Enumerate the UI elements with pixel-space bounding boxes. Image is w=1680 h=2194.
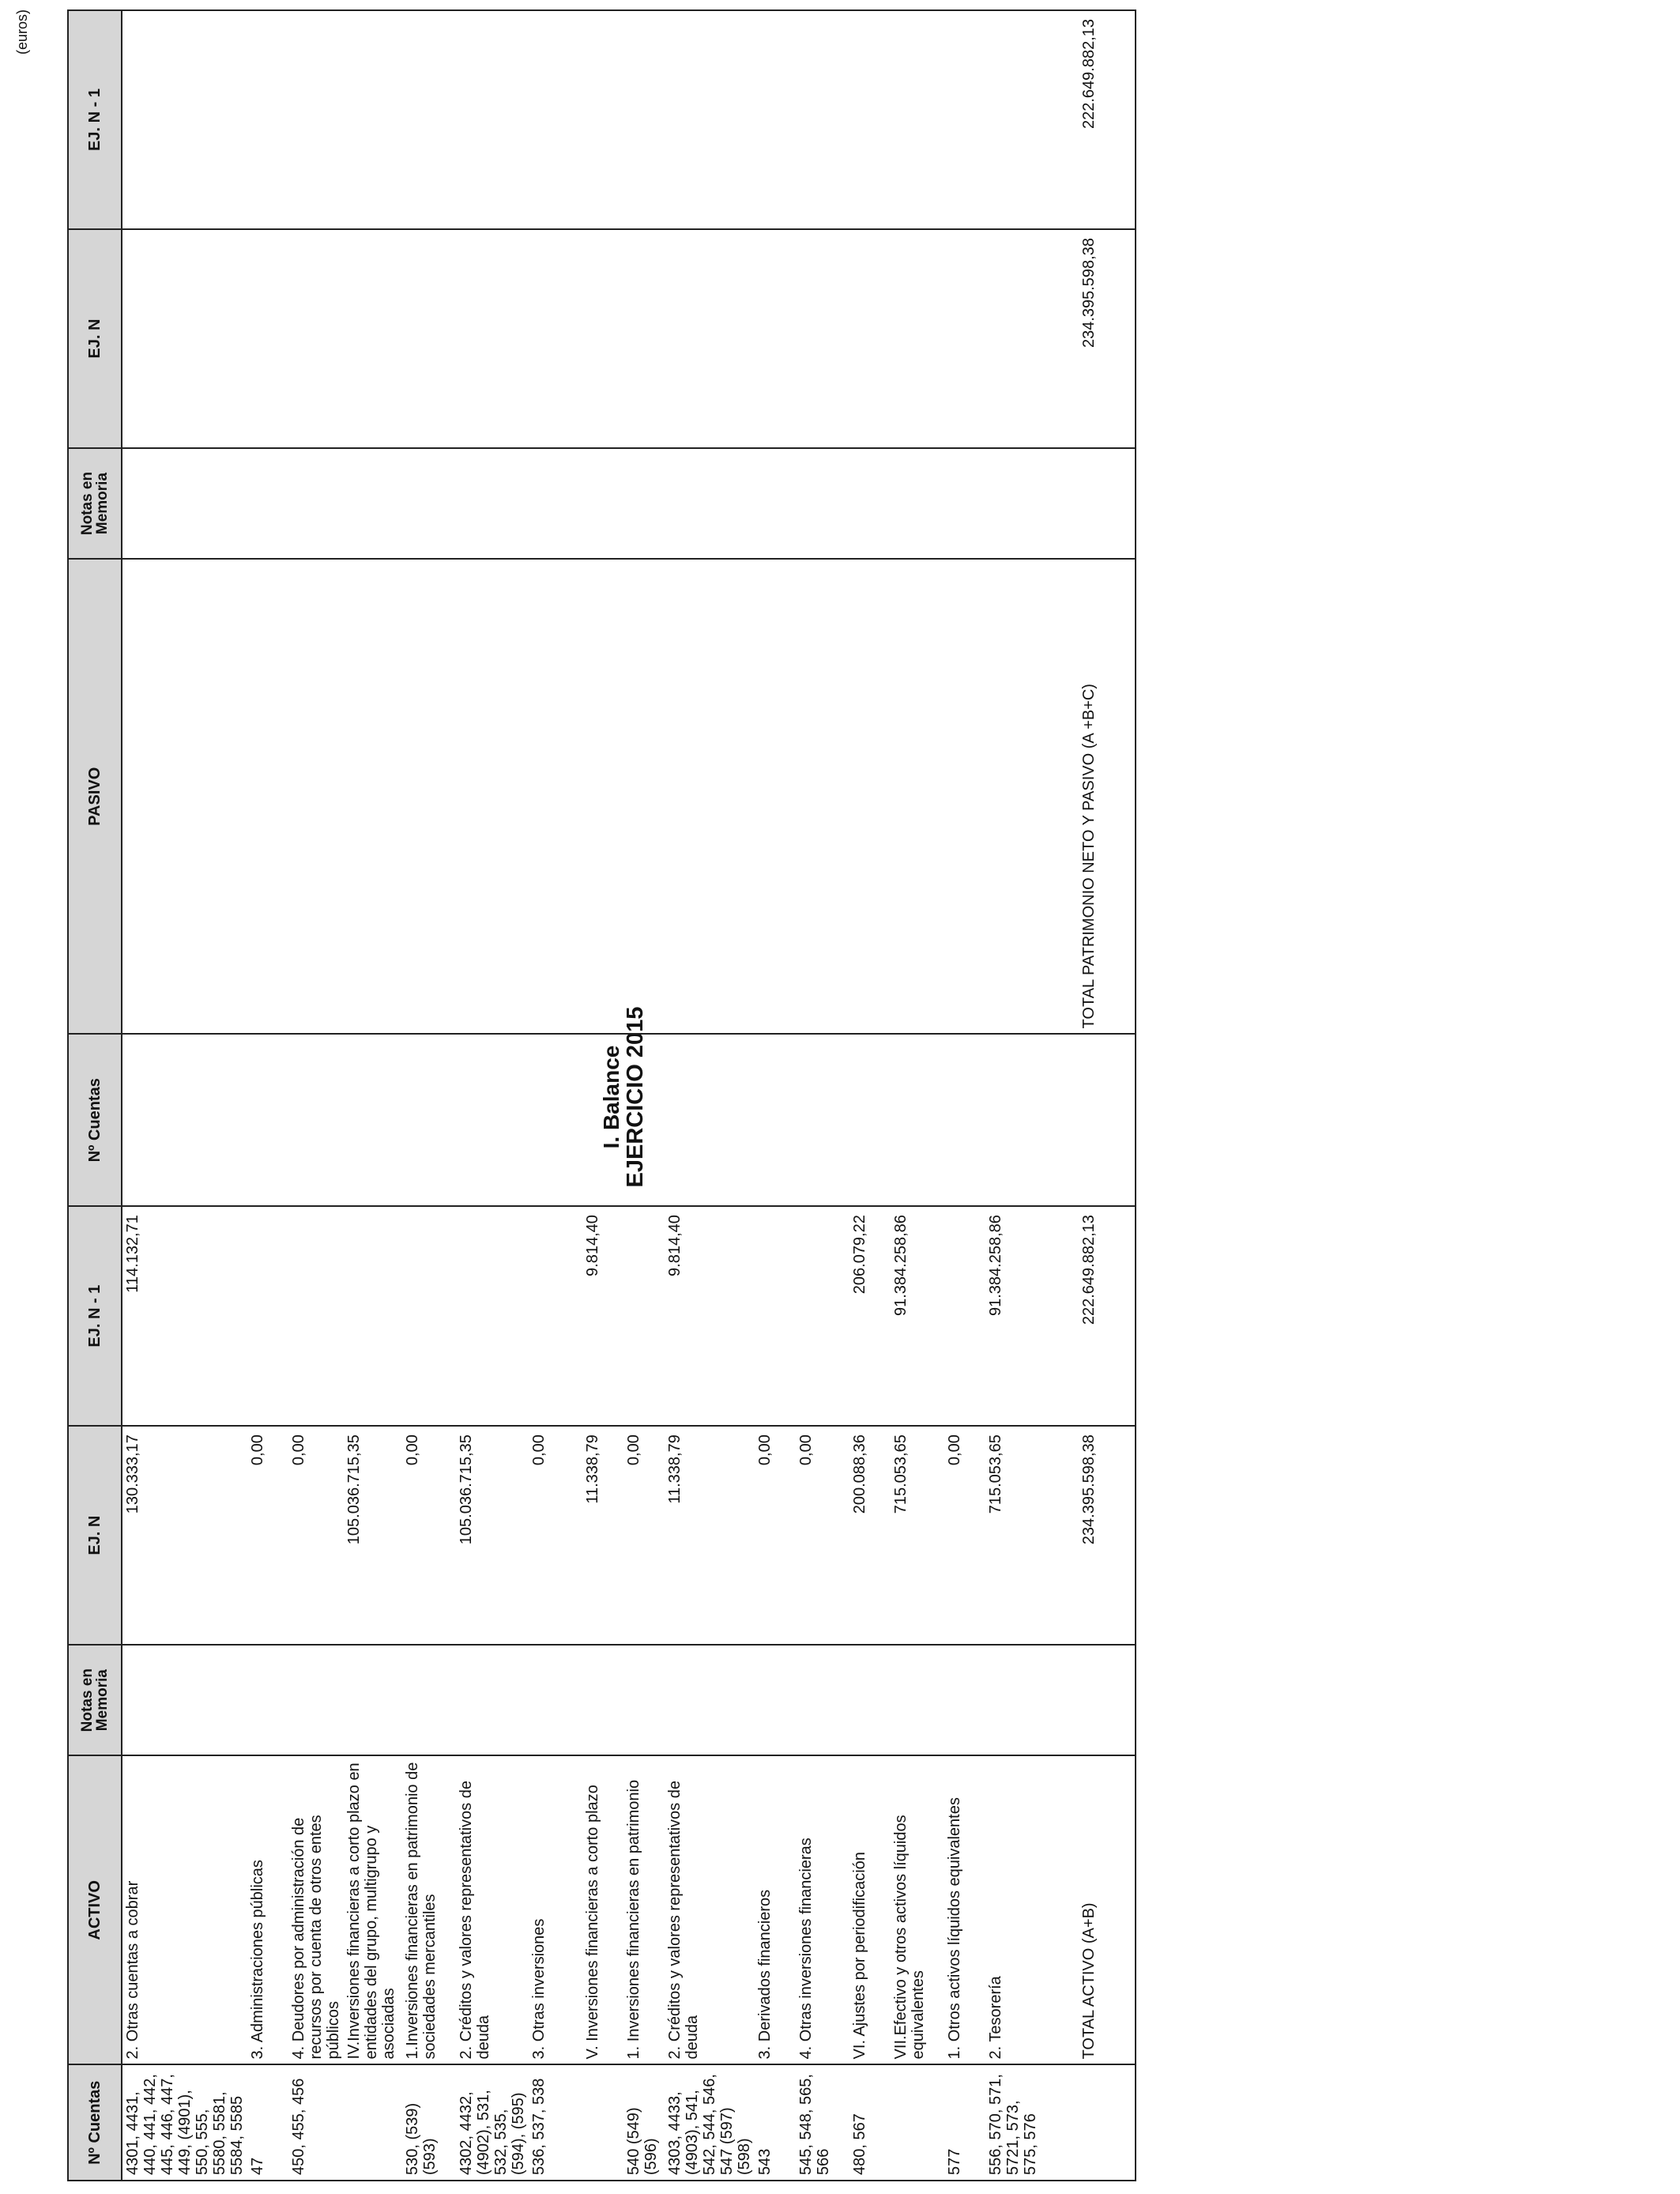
cell-ej-n1 bbox=[944, 1206, 985, 1426]
cell-cuentas bbox=[891, 2064, 944, 2181]
cell-ej-n1: 9.814,40 bbox=[665, 1206, 755, 1426]
table-row bbox=[122, 10, 247, 2181]
cell-cuentas bbox=[344, 2064, 402, 2181]
total-activo-label: TOTAL ACTIVO (A+B) bbox=[1041, 1755, 1136, 2064]
table-header bbox=[68, 10, 122, 2181]
header-ej-n1: EJ. N - 1 bbox=[68, 1206, 122, 1426]
totals-row bbox=[1041, 10, 1136, 2181]
cell-ej-n: 0,00 bbox=[529, 1426, 582, 1645]
cell-notas bbox=[985, 1645, 1041, 1755]
cell-ej-n1 bbox=[529, 1206, 582, 1426]
cell-cuentas: 577 bbox=[944, 2064, 985, 2181]
table-row bbox=[456, 10, 529, 2181]
page-title: I. Balance bbox=[599, 1045, 623, 1149]
header-notas: Notas en Memoria bbox=[68, 1645, 122, 1755]
cell-activo: 4. Deudores por administración de recursos por cuenta de otros entes públicos bbox=[288, 1755, 344, 2064]
table-row bbox=[288, 10, 344, 2181]
cell-ej-n1 bbox=[755, 1206, 796, 1426]
cell-ej-n: 0,00 bbox=[944, 1426, 985, 1645]
cell-notas bbox=[849, 1645, 891, 1755]
cell-cuentas: 450, 455, 456 bbox=[288, 2064, 344, 2181]
header-ej-n1-pasivo: EJ. N - 1 bbox=[68, 10, 122, 229]
unit-label: (euros) bbox=[14, 9, 30, 55]
cell-activo: 1. Inversiones financieras en patrimonio bbox=[623, 1755, 665, 2064]
table-row bbox=[582, 10, 623, 2181]
cell-ej-n: 11.338,79 bbox=[665, 1426, 755, 1645]
cell-activo: 1. Otros activos líquidos equivalentes bbox=[944, 1755, 985, 2064]
cell-cuentas bbox=[582, 2064, 623, 2181]
cell-cuentas: 480, 567 bbox=[849, 2064, 891, 2181]
cell-activo: 2. Créditos y valores representativos de deuda bbox=[456, 1755, 529, 2064]
cell-ej-n: 0,00 bbox=[796, 1426, 849, 1645]
cell-activo: VI. Ajustes por periodificación bbox=[849, 1755, 891, 2064]
cell-notas bbox=[529, 1645, 582, 1755]
total-pasivo-ej-n1: 222.649.882,13 bbox=[1041, 10, 1136, 229]
cell-ej-n1: 9.814,40 bbox=[582, 1206, 623, 1426]
total-pasivo-ej-n: 234.395.598,38 bbox=[1041, 229, 1136, 448]
cell-ej-n1: 91.384.258,86 bbox=[985, 1206, 1041, 1426]
cell-activo: 1.Inversiones financieras en patrimonio de sociedades mercantiles bbox=[402, 1755, 456, 2064]
cell-cuentas: 530, (539) (593) bbox=[402, 2064, 456, 2181]
cell-cuentas: 536, 537, 538 bbox=[529, 2064, 582, 2181]
table-row bbox=[623, 10, 665, 2181]
cell-ej-n: 105.036.715,35 bbox=[344, 1426, 402, 1645]
cell-notas bbox=[665, 1645, 755, 1755]
cell-notas bbox=[456, 1645, 529, 1755]
header-pasivo: PASIVO bbox=[68, 559, 122, 1034]
header-cuentas: Nº Cuentas bbox=[68, 2064, 122, 2181]
table-row bbox=[344, 10, 402, 2181]
header-activo: ACTIVO bbox=[68, 1755, 122, 2064]
cell-ej-n1 bbox=[623, 1206, 665, 1426]
table-row bbox=[849, 10, 891, 2181]
table-row bbox=[402, 10, 456, 2181]
cell-activo: 3. Otras inversiones bbox=[529, 1755, 582, 2064]
cell-ej-n: 0,00 bbox=[288, 1426, 344, 1645]
page-subtitle: EJERCICIO 2015 bbox=[623, 1006, 648, 1188]
cell-ej-n1 bbox=[456, 1206, 529, 1426]
cell-cuentas: 545, 548, 565, 566 bbox=[796, 2064, 849, 2181]
cell-ej-n: 0,00 bbox=[247, 1426, 288, 1645]
cell-ej-n1: 206.079,22 bbox=[849, 1206, 891, 1426]
cell-activo: 2. Otras cuentas a cobrar bbox=[122, 1755, 247, 2064]
cell-ej-n: 11.338,79 bbox=[582, 1426, 623, 1645]
table-row bbox=[755, 10, 796, 2181]
cell-notas bbox=[944, 1645, 985, 1755]
cell-ej-n1 bbox=[288, 1206, 344, 1426]
table-row bbox=[985, 10, 1041, 2181]
cell-ej-n: 0,00 bbox=[623, 1426, 665, 1645]
cell-activo: 4. Otras inversiones financieras bbox=[796, 1755, 849, 2064]
cell-cuentas: 4301, 4431, 440, 441, 442, 445, 446, 447, 449, (4901), 550, 555, 5580, 5581, 5584, 5585 bbox=[122, 2064, 247, 2181]
cell-ej-n1 bbox=[796, 1206, 849, 1426]
cell-cuentas: 543 bbox=[755, 2064, 796, 2181]
cell-ej-n: 0,00 bbox=[402, 1426, 456, 1645]
cell-notas bbox=[402, 1645, 456, 1755]
cell-ej-n1: 114.132,71 bbox=[122, 1206, 247, 1426]
header-ej-n-pasivo: EJ. N bbox=[68, 229, 122, 448]
total-pasivo-label: TOTAL PATRIMONIO NETO Y PASIVO (A +B+C) bbox=[1041, 559, 1136, 1034]
cell-notas bbox=[796, 1645, 849, 1755]
cell-cuentas: 540 (549) (596) bbox=[623, 2064, 665, 2181]
header-ej-n: EJ. N bbox=[68, 1426, 122, 1645]
total-activo-ej-n: 234.395.598,38 bbox=[1041, 1426, 1136, 1645]
cell-notas bbox=[344, 1645, 402, 1755]
cell-cuentas: 556, 570, 571, 5721, 573, 575, 576 bbox=[985, 2064, 1041, 2181]
cell-ej-n1 bbox=[247, 1206, 288, 1426]
balance-table bbox=[67, 9, 1136, 2181]
cell-ej-n: 105.036.715,35 bbox=[456, 1426, 529, 1645]
cell-ej-n1: 91.384.258,86 bbox=[891, 1206, 944, 1426]
header-cuentas-pasivo: Nº Cuentas bbox=[68, 1034, 122, 1206]
cell-activo: 2. Créditos y valores representativos de deuda bbox=[665, 1755, 755, 2064]
cell-ej-n: 715.053,65 bbox=[985, 1426, 1041, 1645]
header-notas-pasivo: Notas en Memoria bbox=[68, 448, 122, 559]
table-row bbox=[796, 10, 849, 2181]
cell-activo: 2. Tesorería bbox=[985, 1755, 1041, 2064]
cell-cuentas: 4303, 4433, (4903), 541, 542, 544, 546, 547 (597) (598) bbox=[665, 2064, 755, 2181]
cell-cuentas: 47 bbox=[247, 2064, 288, 2181]
table-row bbox=[944, 10, 985, 2181]
cell-notas bbox=[891, 1645, 944, 1755]
cell-ej-n: 715.053,65 bbox=[891, 1426, 944, 1645]
cell-ej-n: 0,00 bbox=[755, 1426, 796, 1645]
table-row bbox=[529, 10, 582, 2181]
cell-notas bbox=[247, 1645, 288, 1755]
cell-activo: 3. Administraciones públicas bbox=[247, 1755, 288, 2064]
cell-activo: V. Inversiones financieras a corto plazo bbox=[582, 1755, 623, 2064]
table-row bbox=[891, 10, 944, 2181]
cell-notas bbox=[122, 1645, 247, 1755]
cell-ej-n1 bbox=[344, 1206, 402, 1426]
cell-ej-n1 bbox=[402, 1206, 456, 1426]
table-row bbox=[665, 10, 755, 2181]
table-row bbox=[247, 10, 288, 2181]
cell-cuentas: 4302, 4432, (4902), 531, 532, 535, (594), (595) bbox=[456, 2064, 529, 2181]
cell-ej-n: 200.088,36 bbox=[849, 1426, 891, 1645]
cell-ej-n: 130.333,17 bbox=[122, 1426, 247, 1645]
cell-notas bbox=[582, 1645, 623, 1755]
cell-activo: VII.Efectivo y otros activos líquidos equivalentes bbox=[891, 1755, 944, 2064]
cell-notas bbox=[288, 1645, 344, 1755]
cell-notas bbox=[623, 1645, 665, 1755]
cell-activo: 3. Derivados financieros bbox=[755, 1755, 796, 2064]
cell-notas bbox=[755, 1645, 796, 1755]
total-activo-ej-n1: 222.649.882,13 bbox=[1041, 1206, 1136, 1426]
cell-activo: IV.Inversiones financieras a corto plazo en entidades del grupo, multigrupo y asociadas bbox=[344, 1755, 402, 2064]
